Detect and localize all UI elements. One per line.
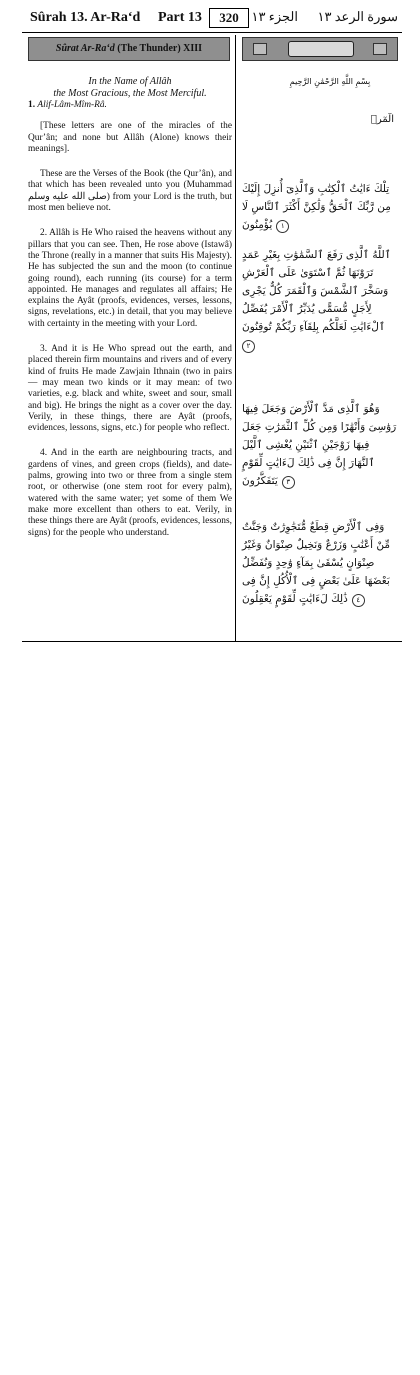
- arabic-header: [251, 9, 399, 25]
- page-header: [22, 6, 402, 33]
- verse-1-letters: Alif-Lâm-Mîm-Râ.: [37, 100, 107, 110]
- translation-column: [28, 37, 232, 539]
- arabic-verse-1: [242, 179, 398, 233]
- verse-4: 4. And in the earth are neighbouring tracts, and gardens of vines, and green crops (fields), and date-palms, growing into two or three from a single stem root, or otherwise (one stem root for every palm), watered with the same water; yet some of them We make more excellent than others to eat. Verily, in these things there are Ayât (proofs, evidences, lessons, signs) for the people who understand.: [28, 448, 232, 538]
- page-number: 320: [209, 8, 249, 28]
- ornament-left-icon: [253, 43, 267, 55]
- ornament-right-icon: [373, 43, 387, 55]
- surah-title: Sûrah 13. Ar-Ra‘d: [30, 10, 141, 25]
- arabic-basmala: بِسْمِ اللَّهِ الرَّحْمَٰنِ الرَّحِيمِ: [289, 77, 371, 86]
- column-divider: [235, 35, 236, 641]
- arabic-verse-2-text: ٱللَّهُ ٱلَّذِى رَفَعَ ٱلسَّمَٰوَٰتِ بِغَيْرِ عَمَدٍ تَرَوْنَهَا ثُمَّ ٱسْتَوَىٰ عَلَى ٱلْعَرْشِ وَسَخَّرَ ٱلشَّمْسَ وَٱلْقَمَرَ كُلٌّ يَجْرِى لِأَجَلٍ مُّسَمًّى يُدَبِّرُ ٱلْأَمْرَ يُفَصِّلُ ٱلْءَايَٰتِ لَعَلَّكُم بِلِقَآءِ رَبِّكُمْ تُوقِنُونَ: [242, 249, 391, 333]
- surah-name-cartouche-icon: [288, 41, 354, 57]
- banner-title-italic: Sûrat Ar-Ra‘d: [55, 43, 115, 54]
- arabic-verse-1-text: تِلْكَ ءَايَٰتُ ٱلْكِتَٰبِ وَٱلَّذِىٓ أُنزِلَ إِلَيْكَ مِن رَّبِّكَ ٱلْحَقُّ وَلَٰكِنَّ أَكْثَرَ ٱلنَّاسِ لَا يُؤْمِنُونَ: [242, 183, 391, 231]
- surah-banner: [28, 37, 230, 61]
- arabic-verse-4-text: وَفِى ٱلْأَرْضِ قِطَعٌ مُّتَجَٰوِرَٰتٌ وَجَنَّٰتٌ مِّنْ أَعْنَٰبٍ وَزَرْعٌ وَنَخِيلٌ صِنْوَانٌ وَغَيْرُ صِنْوَانٍ يُسْقَىٰ بِمَآءٍ وَٰحِدٍ وَنُفَضِّلُ بَعْضَهَا عَلَىٰ بَعْضٍ فِى ٱلْأُكُلِ إِنَّ فِى ذَٰلِكَ لَءَايَٰتٍ لِّقَوْمٍ يَعْقِلُونَ: [242, 521, 390, 605]
- verse-1: [28, 100, 232, 111]
- page-body: [22, 35, 402, 642]
- arabic-verse-3-text: وَهُوَ ٱلَّذِى مَدَّ ٱلْأَرْضَ وَجَعَلَ فِيهَا رَوَٰسِىَ وَأَنْهَٰرًا وَمِن كُلِّ ٱلثَّمَرَٰتِ جَعَلَ فِيهَا زَوْجَيْنِ ٱثْنَيْنِ يُغْشِى ٱلَّيْلَ ٱلنَّهَارَ إِنَّ فِى ذَٰلِكَ لَءَايَٰتٍ لِّقَوْمٍ يَتَفَكَّرُونَ: [242, 403, 397, 487]
- quran-page: [22, 6, 402, 642]
- verse-1-number: 1.: [28, 100, 38, 110]
- invocation: [28, 76, 232, 100]
- arabic-surah-banner: [242, 37, 398, 61]
- banner-title-rest: (The Thunder) XIII: [114, 43, 203, 54]
- juz-arabic: الجزء ١٣: [251, 9, 298, 24]
- invocation-line-1: In the Name of Allâh: [88, 76, 172, 87]
- verse-3: 3. And it is He Who spread out the earth, and placed therein firm mountains and rivers and of every kind of fruits He made Zawjain Ithnain (two in pairs — may mean two kinds or it may mean: of two varieties, e.g. black and white, sweet and sour, small and big). He brings the night as a cover over the day. Verily, in these things, there are Ayât (proofs, evidences, lessons, signs, etc.) for people who reflect.: [28, 344, 232, 434]
- verse-end-marker-1: ١: [276, 220, 289, 233]
- invocation-line-2: the Most Gracious, the Most Merciful.: [53, 88, 207, 99]
- verse-2: 2. Allâh is He Who raised the heavens without any pillars that you can see. Then, He rose above (Istawâ) the Throne (really in a manner that suits His Majesty). He has subjected the sun and the moon (to continue going round), each running (its course) for a term appointed. He manages and regulates all affairs; He explains the Ayât (proofs, evidences, verses, lessons, signs, revelations, etc.) in detail, that you may believe with certainty in the meeting with your Lord.: [28, 228, 232, 329]
- verse-1-note: [These letters are one of the miracles of the Qur’ân; and none but Allâh (Alone) knows their meanings].: [28, 121, 232, 154]
- arabic-column: [242, 37, 398, 605]
- arabic-alif-lam-mim-ra: الٓمٓرۚ: [370, 114, 394, 125]
- verse-end-marker-2: ٢: [242, 340, 255, 353]
- arabic-verse-3: [242, 399, 398, 489]
- arabic-verse-4: [242, 517, 398, 607]
- verse-end-marker-3: ٣: [282, 476, 295, 489]
- arabic-verse-2: [242, 245, 398, 353]
- verse-end-marker-4: ٤: [352, 594, 365, 607]
- part-label: Part 13: [158, 10, 202, 25]
- verse-1-continued: These are the Verses of the Book (the Qur’ân), and that which has been revealed unto you (Muhammad صلى الله عليه وسلم) from your Lord is the truth, but most men believe not.: [28, 169, 232, 214]
- surah-title-arabic: سورة الرعد ١٣: [317, 9, 398, 24]
